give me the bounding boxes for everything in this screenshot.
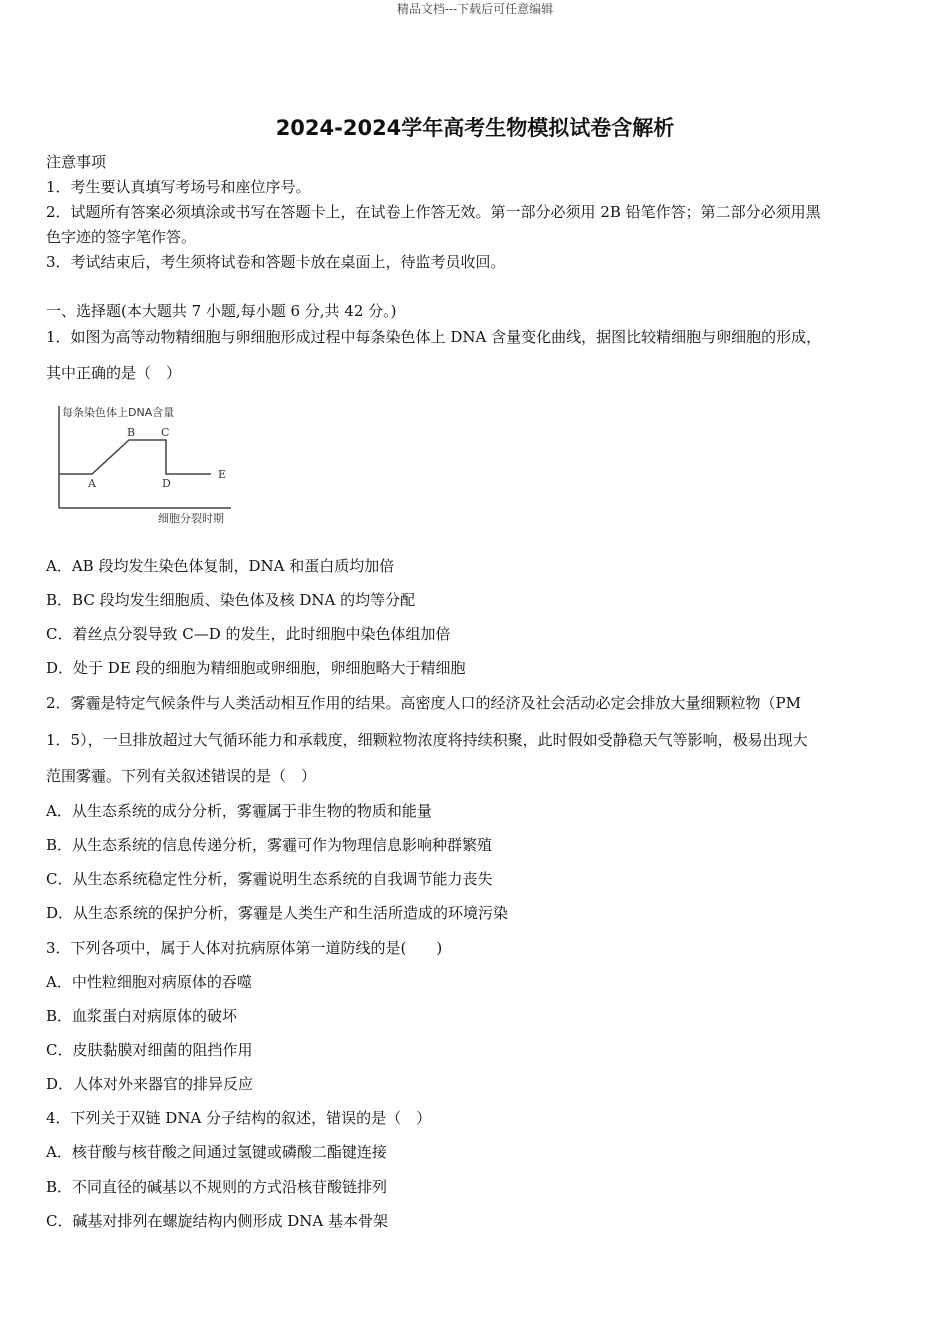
option: A．AB 段均发生染色体复制，DNA 和蛋白质均加倍 <box>46 557 395 575</box>
question-stem: 4．下列关于双链 DNA 分子结构的叙述，错误的是（ ） <box>46 1109 432 1127</box>
option: A．核苷酸与核苷酸之间通过氢键或磷酸二酯键连接 <box>46 1143 387 1161</box>
notice-item: 色字迹的签字笔作答。 <box>46 228 197 246</box>
option: A．中性粒细胞对病原体的吞噬 <box>46 973 252 991</box>
y-axis-label: 每条染色体上DNA含量 <box>62 406 175 419</box>
option: C．着丝点分裂导致 C—D 的发生，此时细胞中染色体组加倍 <box>46 625 451 643</box>
question-stem: 范围雾霾。下列有关叙述错误的是（ ） <box>46 767 317 785</box>
notice-item: 1．考生要认真填写考场号和座位序号。 <box>46 178 311 196</box>
question-stem: 1．如图为高等动物精细胞与卵细胞形成过程中每条染色体上 DNA 含量变化曲线，据图比较精细胞与卵细胞的形成， <box>46 328 822 346</box>
point-label-e: E <box>218 468 227 481</box>
option: C．从生态系统稳定性分析，雾霾说明生态系统的自我调节能力丧失 <box>46 870 493 888</box>
notice-item: 2．试题所有答案必须填涂或书写在答题卡上，在试卷上作答无效。第一部分必须用 2B 铅笔作答；第二部分必须用黑 <box>46 203 821 221</box>
section-heading: 一、选择题(本大题共 7 小题,每小题 6 分,共 42 分。) <box>46 302 397 320</box>
option: B．血浆蛋白对病原体的破坏 <box>46 1007 238 1025</box>
option: B．BC 段均发生细胞质、染色体及核 DNA 的均等分配 <box>46 591 416 609</box>
option: C．皮肤黏膜对细菌的阻挡作用 <box>46 1041 253 1059</box>
option: C．碱基对排列在螺旋结构内侧形成 DNA 基本骨架 <box>46 1212 388 1230</box>
point-label-c: C <box>161 426 170 439</box>
x-axis-label: 细胞分裂时期 <box>158 512 224 525</box>
dna-content-graph <box>46 398 246 534</box>
point-label-d: D <box>162 477 171 490</box>
option: D．处于 DE 段的细胞为精细胞或卵细胞，卵细胞略大于精细胞 <box>46 659 466 677</box>
page-title: 2024-2024学年高考生物模拟试卷含解析 <box>275 116 675 140</box>
question-stem: 1．5），一旦排放超过大气循环能力和承载度，细颗粒物浓度将持续积聚，此时假如受静稳天气等影响，极易出现大 <box>46 731 808 749</box>
option: B．不同直径的碱基以不规则的方式沿核苷酸链排列 <box>46 1178 388 1196</box>
question-stem: 其中正确的是（ ） <box>46 364 182 382</box>
notice-item: 3．考试结束后，考生须将试卷和答题卡放在桌面上，待监考员收回。 <box>46 253 506 271</box>
option: B．从生态系统的信息传递分析，雾霾可作为物理信息影响种群繁殖 <box>46 836 493 854</box>
option: A．从生态系统的成分分析，雾霾属于非生物的物质和能量 <box>46 802 432 820</box>
notice-heading: 注意事项 <box>46 153 107 171</box>
header-note: 精品文档---下载后可任意编辑 <box>396 2 554 16</box>
question-stem: 2．雾霾是特定气候条件与人类活动相互作用的结果。高密度人口的经济及社会活动必定会排放大量细颗粒物（PM <box>46 694 802 712</box>
question-stem: 3．下列各项中，属于人体对抗病原体第一道防线的是( ) <box>46 939 443 957</box>
point-label-b: B <box>127 426 136 439</box>
option: D．从生态系统的保护分析，雾霾是人类生产和生活所造成的环境污染 <box>46 904 509 922</box>
point-label-a: A <box>88 477 96 490</box>
option: D．人体对外来器官的排异反应 <box>46 1075 254 1093</box>
